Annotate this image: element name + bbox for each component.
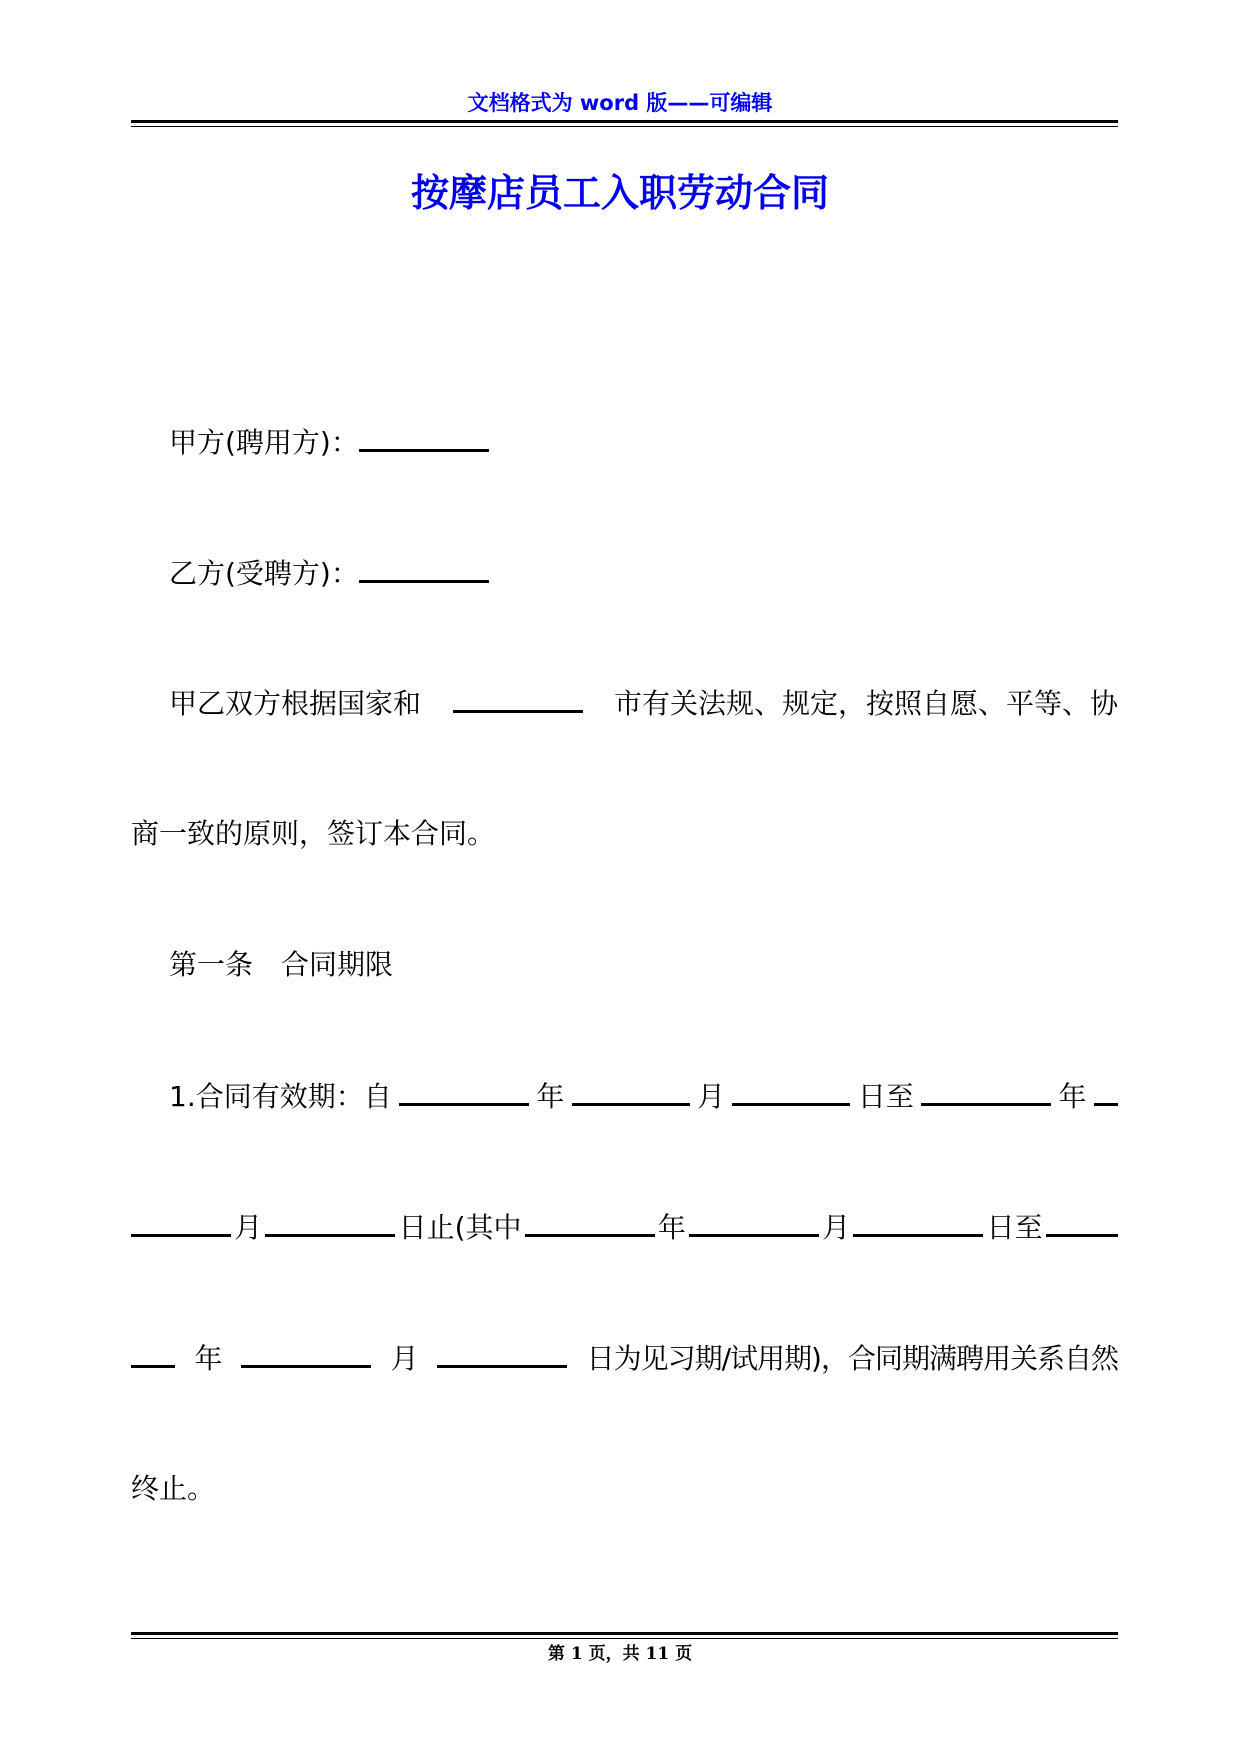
year-label: 年 <box>1058 1080 1087 1113</box>
probation-end-year-blank[interactable] <box>131 1338 175 1368</box>
term-line-1 <box>131 1076 1118 1117</box>
probation-start-year-blank[interactable] <box>525 1207 655 1237</box>
party-a-label: 甲方(聘用方)： <box>169 426 359 459</box>
footer-rule <box>131 1632 1118 1639</box>
article-1-heading: 第一条 合同期限 <box>169 948 394 981</box>
end-year-blank[interactable] <box>921 1076 1051 1106</box>
party-b-line <box>131 553 1118 594</box>
start-month-blank[interactable] <box>572 1076 690 1106</box>
party-a-line <box>131 422 1118 463</box>
intro-line-2: 商一致的原则，签订本合同。 <box>131 817 496 850</box>
day-end-label: 日止(其中 <box>398 1211 522 1244</box>
probation-end-year-blank-start[interactable] <box>1046 1207 1118 1237</box>
year-label: 年 <box>194 1342 222 1375</box>
term-line-2 <box>131 1207 1118 1248</box>
end-month-blank-start[interactable] <box>1094 1076 1118 1106</box>
term-text: 1.合同有效期：自 <box>169 1080 392 1113</box>
end-month-blank[interactable] <box>131 1207 231 1237</box>
party-a-blank[interactable] <box>359 422 489 452</box>
month-label: 月 <box>390 1342 418 1375</box>
year-label: 年 <box>536 1080 565 1113</box>
header-rule <box>131 120 1118 127</box>
probation-end-day-blank[interactable] <box>437 1338 567 1368</box>
intro-line-1 <box>131 683 1118 724</box>
header-text: 文档格式为 word 版——可编辑 <box>467 91 773 115</box>
probation-text: 日为见习期/试用期)，合同期满聘用关系自然 <box>586 1342 1118 1375</box>
day-to-label: 日至 <box>857 1080 914 1113</box>
party-b-blank[interactable] <box>359 553 489 583</box>
end-day-blank[interactable] <box>265 1207 395 1237</box>
start-year-blank[interactable] <box>399 1076 529 1106</box>
intro-text-2: 市有关法规、规定，按照自愿、平等、协 <box>613 687 1118 720</box>
term-line-3 <box>131 1338 1118 1379</box>
city-blank[interactable] <box>453 683 583 713</box>
intro-text-1: 甲乙双方根据国家和 <box>169 687 422 720</box>
month-label: 月 <box>822 1211 851 1244</box>
probation-start-month-blank[interactable] <box>689 1207 819 1237</box>
probation-end-month-blank[interactable] <box>241 1338 371 1368</box>
year-label: 年 <box>657 1211 686 1244</box>
month-label: 月 <box>234 1211 263 1244</box>
month-label: 月 <box>697 1080 726 1113</box>
document-title: 按摩店员工入职劳动合同 <box>410 171 829 215</box>
page-number: 第 1 页，共 11 页 <box>547 1644 693 1664</box>
probation-start-day-blank[interactable] <box>853 1207 983 1237</box>
party-b-label: 乙方(受聘方)： <box>169 557 359 590</box>
term-line-4: 终止。 <box>131 1472 216 1505</box>
start-day-blank[interactable] <box>732 1076 850 1106</box>
day-to-label: 日至 <box>986 1211 1043 1244</box>
